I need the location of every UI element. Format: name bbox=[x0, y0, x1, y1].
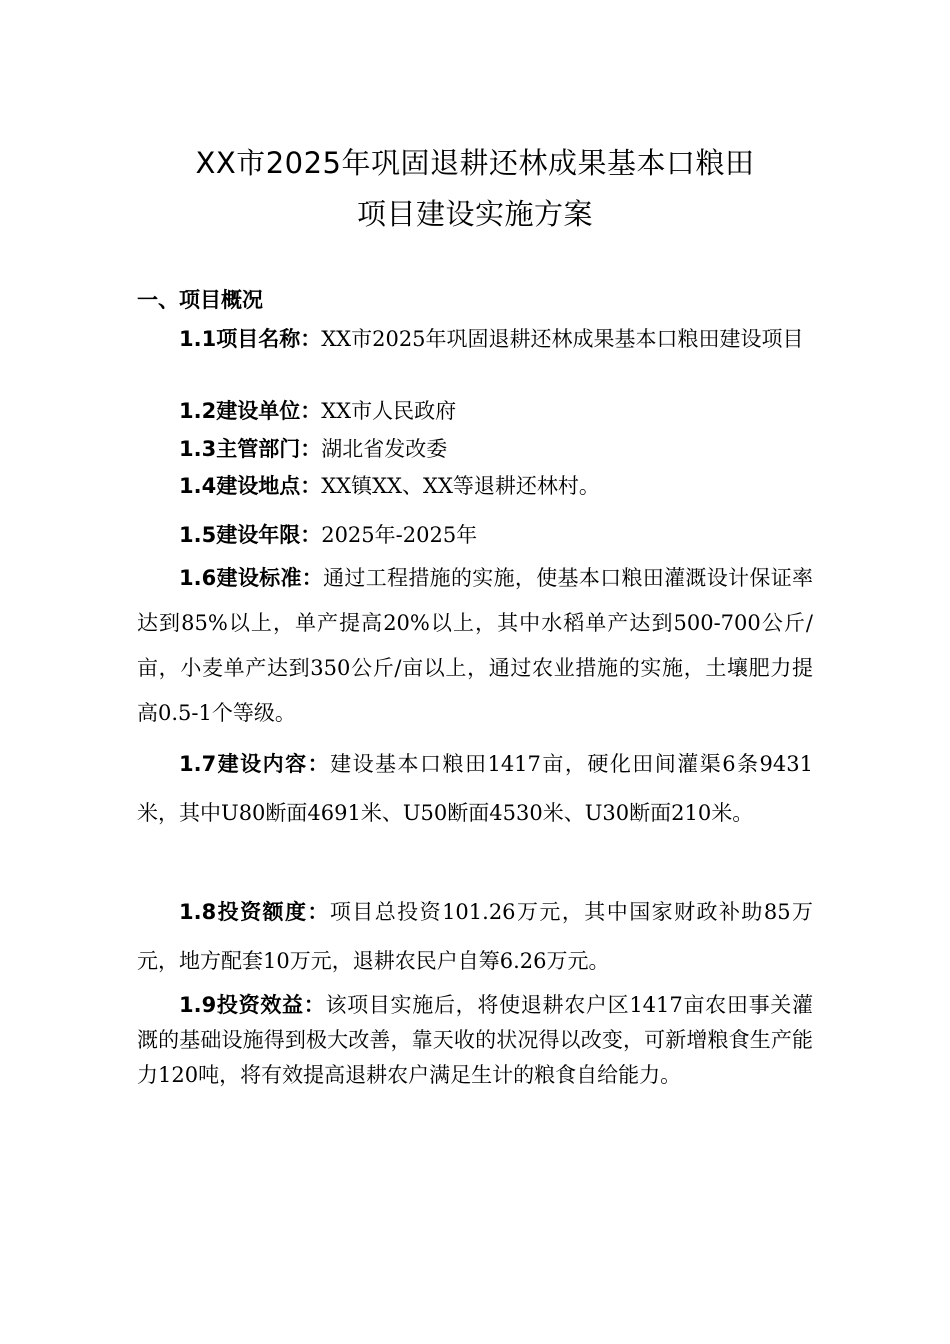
item-construction-standard bbox=[137, 556, 813, 736]
item-text: 湖北省发改委 bbox=[321, 437, 448, 461]
item-label: 1.5建设年限： bbox=[179, 523, 322, 547]
document-title-line1: XX市2025年巩固退耕还林成果基本口粮田 bbox=[195, 146, 755, 180]
section-heading: 一、项目概况 bbox=[137, 288, 263, 312]
item-construction-content bbox=[137, 740, 813, 838]
item-investment-benefit bbox=[137, 988, 813, 1093]
item-construction-unit bbox=[137, 396, 813, 426]
item-text: XX市2025年巩固退耕还林成果基本口粮田建设项目 bbox=[321, 327, 804, 351]
item-label: 1.9投资效益： bbox=[179, 993, 326, 1017]
item-text: XX市人民政府 bbox=[321, 399, 457, 423]
item-label: 1.6建设标准： bbox=[179, 566, 324, 590]
item-text: 该项目实施后，将使退耕农户区1417亩农田事关灌溉的基础设施得到极大改善，靠天收的状况得以改变，可新增粮食生产能力120吨，将有效提高退耕农户满足生计的粮食自给能力。 bbox=[137, 993, 813, 1087]
item-investment-amount bbox=[137, 888, 813, 986]
item-text: 建设基本口粮田1417亩，硬化田间灌渠6条9431米，其中U80断面4691米、U50断面4530米、U30断面210米。 bbox=[137, 752, 814, 825]
item-label: 1.2建设单位： bbox=[179, 399, 322, 423]
item-label: 1.7建设内容： bbox=[179, 752, 331, 776]
item-label: 1.3主管部门： bbox=[179, 437, 322, 461]
item-text: 项目总投资101.26万元，其中国家财政补助85万元，地方配套10万元，退耕农民户自筹6.26万元。 bbox=[137, 900, 814, 973]
item-text: XX镇XX、XX等退耕还林村。 bbox=[321, 474, 600, 498]
item-construction-period bbox=[137, 520, 813, 550]
item-label: 1.4建设地点： bbox=[179, 474, 322, 498]
item-text: 通过工程措施的实施，使基本口粮田灌溉设计保证率达到85%以上，单产提高20%以上，其中水稻单产达到500-700公斤/亩，小麦单产达到350公斤/亩以上，通过农业措施的实施，土壤肥力提高0.5-1个等级。 bbox=[137, 566, 814, 725]
item-label: 1.8投资额度： bbox=[179, 900, 330, 924]
item-competent-department bbox=[137, 434, 813, 464]
item-construction-location bbox=[137, 471, 813, 501]
item-label: 1.1项目名称： bbox=[179, 327, 322, 351]
item-project-name bbox=[137, 322, 813, 356]
document-title-line2: 项目建设实施方案 bbox=[356, 197, 593, 231]
item-text: 2025年-2025年 bbox=[321, 523, 478, 547]
